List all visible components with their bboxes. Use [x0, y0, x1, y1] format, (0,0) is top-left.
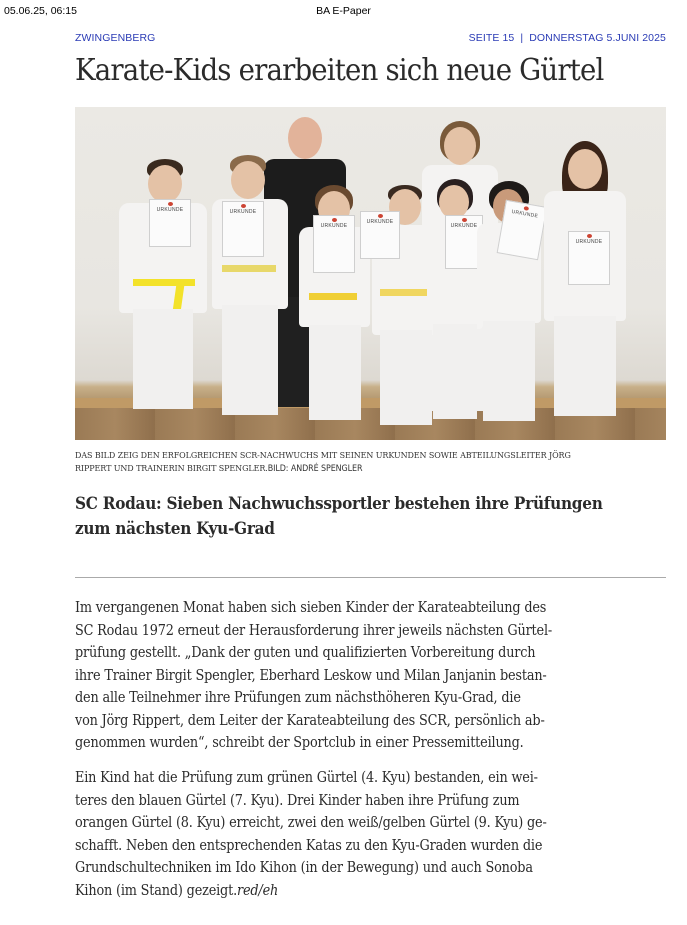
body-line: teres den blauen Gürtel (7. Kyu). Drei Kinder haben ihre Prüfung zum — [75, 791, 520, 809]
body-last-text: Kihon (im Stand) gezeigt. — [75, 881, 238, 899]
page-number: SEITE 15 — [468, 32, 515, 44]
caption-line-2: RIPPERT UND TRAINERIN BIRGIT SPENGLER. — [75, 464, 268, 474]
author-signature: red/eh — [237, 881, 279, 899]
article-meta — [75, 32, 666, 48]
body-line-last — [75, 880, 647, 903]
body-line: Im vergangenen Monat haben sich sieben Kinder der Karateabteilung des — [75, 599, 547, 616]
article-headline: Karate-Kids erarbeiten sich neue Gürtel — [75, 53, 604, 88]
subheadline-line-1: SC Rodau: Sieben Nachwuchssportler bestehen ihre Prüfungen — [75, 494, 603, 514]
body-line: SC Rodau 1972 erneut der Herausforderung ihrer jeweils nächsten Gürtel- — [75, 621, 553, 639]
body-line: orangen Gürtel (8. Kyu) erreicht, zwei den weiß/gelben Gürtel (9. Kyu) ge- — [75, 814, 547, 831]
subheadline-line-2: zum nächsten Kyu-Grad — [75, 519, 275, 539]
body-line: genommen wurden“, schreibt der Sportclub in einer Pressemitteilung. — [75, 734, 524, 751]
section-divider — [75, 577, 666, 578]
photo-credit: BILD: ANDRÉ SPENGLER — [267, 464, 363, 474]
body-paragraph-2 — [75, 767, 647, 902]
figure-kid-6 — [475, 181, 543, 426]
print-timestamp: 05.06.25, 06:15 — [4, 5, 77, 17]
figure-kid-7 — [540, 141, 630, 421]
body-paragraph-1 — [75, 597, 647, 755]
body-line: von Jörg Rippert, dem Leiter der Karateabteilung des SCR, persönlich ab- — [75, 711, 545, 729]
print-title: BA E-Paper — [316, 5, 371, 17]
article-subheadline — [75, 492, 633, 542]
body-line: Grundschultechniken im Ido Kihon (in der Bewegung) und auch Sonoba — [75, 859, 533, 876]
body-line: schafft. Neben den entsprechenden Katas zu den Kyu-Graden wurden die — [75, 836, 543, 854]
caption-line-1: DAS BILD ZEIG DEN ERFOLGREICHEN SCR-NACHWUCHS MIT SEINEN URKUNDEN SOWIE ABTEILUNGSLEITER JÖRG — [75, 451, 571, 461]
photo-caption — [75, 450, 633, 476]
print-header — [0, 0, 687, 20]
body-line: den alle Teilnehmer ihre Prüfungen zum nächsthöheren Kyu-Grad, die — [75, 689, 521, 706]
body-line: ihre Trainer Birgit Spengler, Eberhard Leskow und Milan Janjanin bestan- — [75, 666, 547, 684]
issue-date: DONNERSTAG 5.JUNI 2025 — [529, 32, 666, 44]
section-label[interactable]: ZWINGENBERG — [75, 32, 156, 44]
figure-kid-1 — [115, 159, 210, 419]
meta-separator: | — [520, 32, 524, 44]
figure-kid-2 — [210, 155, 290, 425]
page-date-info — [469, 32, 666, 44]
body-line: prüfung gestellt. „Dank der guten und qualifizierten Vorbereitung durch — [75, 644, 536, 661]
body-line: Ein Kind hat die Prüfung zum grünen Gürtel (4. Kyu) bestanden, ein wei- — [75, 769, 538, 786]
article-photo — [75, 107, 666, 440]
